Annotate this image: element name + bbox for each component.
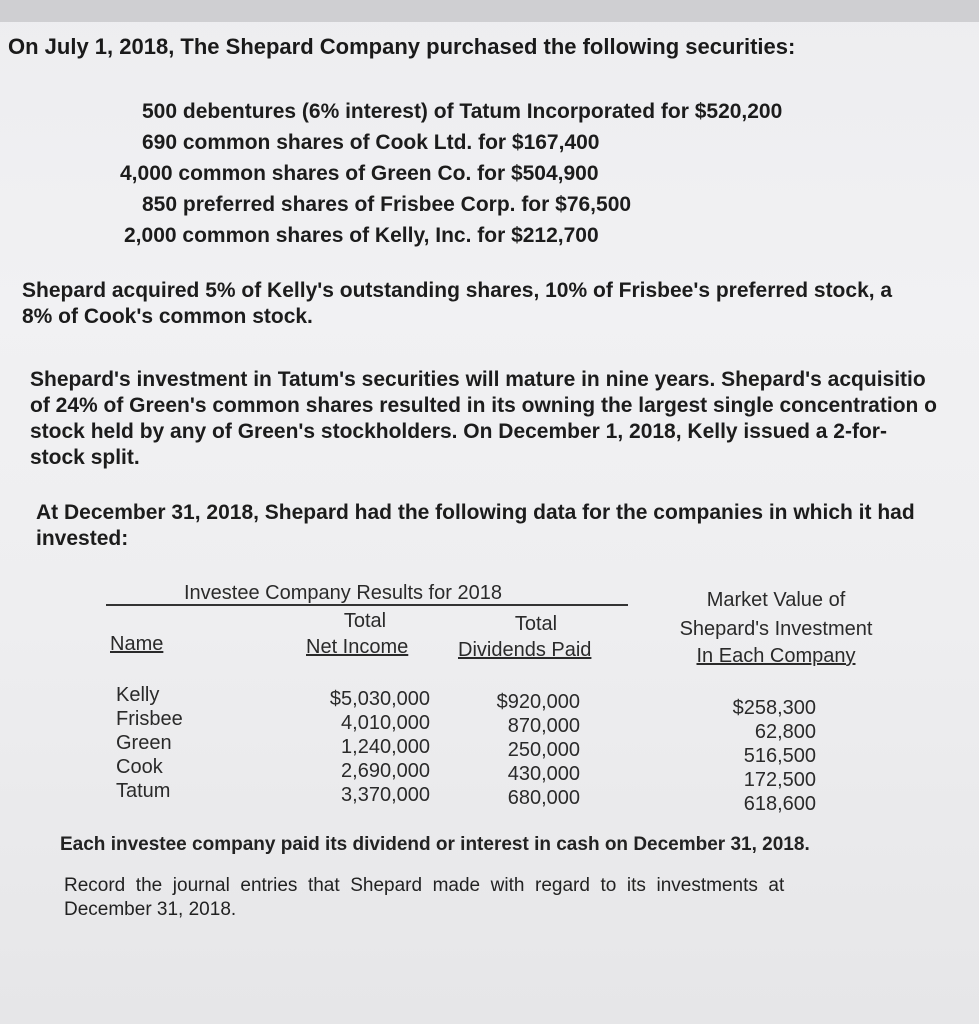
photo-top-edge	[0, 0, 979, 22]
col-header-market-3: In Each Company	[696, 645, 856, 667]
table-cell: Cook	[116, 756, 163, 778]
col-header-dividends: Dividends Paid	[458, 639, 592, 661]
col-header-market-2: Shepard's Investment	[679, 618, 873, 640]
net-income-column	[310, 687, 430, 807]
table-cell: 250,000	[507, 739, 580, 761]
table-cell: 430,000	[507, 763, 580, 785]
table-cell: 870,000	[507, 715, 580, 737]
col-header-income: Net Income	[306, 636, 409, 658]
paragraph-data-intro	[36, 500, 915, 552]
market-value-column	[700, 696, 816, 816]
table-cell: $5,030,000	[329, 688, 430, 710]
dividend-note: Each investee company paid its dividend or interest in cash on December 31, 2018.	[60, 834, 810, 855]
table-cell: 172,500	[743, 769, 816, 791]
table-cell: 2,690,000	[341, 760, 430, 782]
list-item: 4,000 common shares of Green Co. for $504,900	[120, 162, 599, 185]
table-cell: 618,600	[743, 793, 816, 815]
col-header-income-top: Total	[343, 610, 387, 632]
table-cell: 4,010,000	[341, 712, 430, 734]
col-header-market-1: Market Value of	[706, 589, 846, 611]
table-cell: 3,370,000	[341, 784, 430, 806]
table-cell: Green	[116, 732, 172, 754]
table-cell: 516,500	[743, 745, 816, 767]
list-item: 850 preferred shares of Frisbee Corp. for $76,500	[142, 193, 632, 216]
table-cell: 1,240,000	[341, 736, 430, 758]
table-cell: $258,300	[732, 697, 816, 719]
page-title: On July 1, 2018, The Shepard Company purchased the following securities:	[8, 34, 796, 59]
col-header-dividends-top: Total	[514, 613, 558, 635]
table-cell: 680,000	[507, 787, 580, 809]
paragraph-line: At December 31, 2018, Shepard had the following data for the companies in which it had	[36, 501, 915, 524]
table-cell: Frisbee	[116, 708, 183, 730]
paragraph-line: stock held by any of Green's stockholders. On December 1, 2018, Kelly issued a 2-for-	[30, 420, 887, 443]
name-column	[116, 683, 183, 803]
group-header: Investee Company Results for 2018	[184, 582, 502, 604]
paragraph-line: 8% of Cook's common stock.	[22, 305, 313, 328]
paragraph-line: of 24% of Green's common shares resulted in its owning the largest single concentration o	[30, 394, 938, 417]
list-item: 690 common shares of Cook Ltd. for $167,400	[142, 131, 600, 154]
paragraph-ownership	[22, 278, 892, 330]
table-cell: Tatum	[116, 780, 171, 802]
paragraph-line: Shepard's investment in Tatum's securities will mature in nine years. Shepard's acquisitio	[30, 368, 926, 391]
paragraph-line: stock split.	[30, 446, 140, 469]
paragraph-line: invested:	[36, 527, 129, 550]
paragraph-maturity	[30, 367, 937, 471]
list-item: 2,000 common shares of Kelly, Inc. for $212,700	[124, 224, 599, 247]
table-cell: $920,000	[496, 691, 580, 713]
purchases-list	[0, 96, 783, 251]
paragraph-line: Record the journal entries that Shepard made with regard to its investments at	[64, 875, 785, 896]
table-cell: 62,800	[754, 721, 816, 743]
group-header-rule	[106, 604, 628, 606]
paragraph-line: December 31, 2018.	[64, 899, 237, 920]
list-item: 500 debentures (6% interest) of Tatum Incorporated for $520,200	[142, 100, 783, 123]
instruction	[64, 874, 784, 922]
col-header-name: Name	[110, 633, 164, 655]
table-cell: Kelly	[116, 684, 160, 706]
paragraph-line: Shepard acquired 5% of Kelly's outstanding shares, 10% of Frisbee's preferred stock, a	[22, 279, 893, 302]
dividends-column	[466, 690, 580, 810]
